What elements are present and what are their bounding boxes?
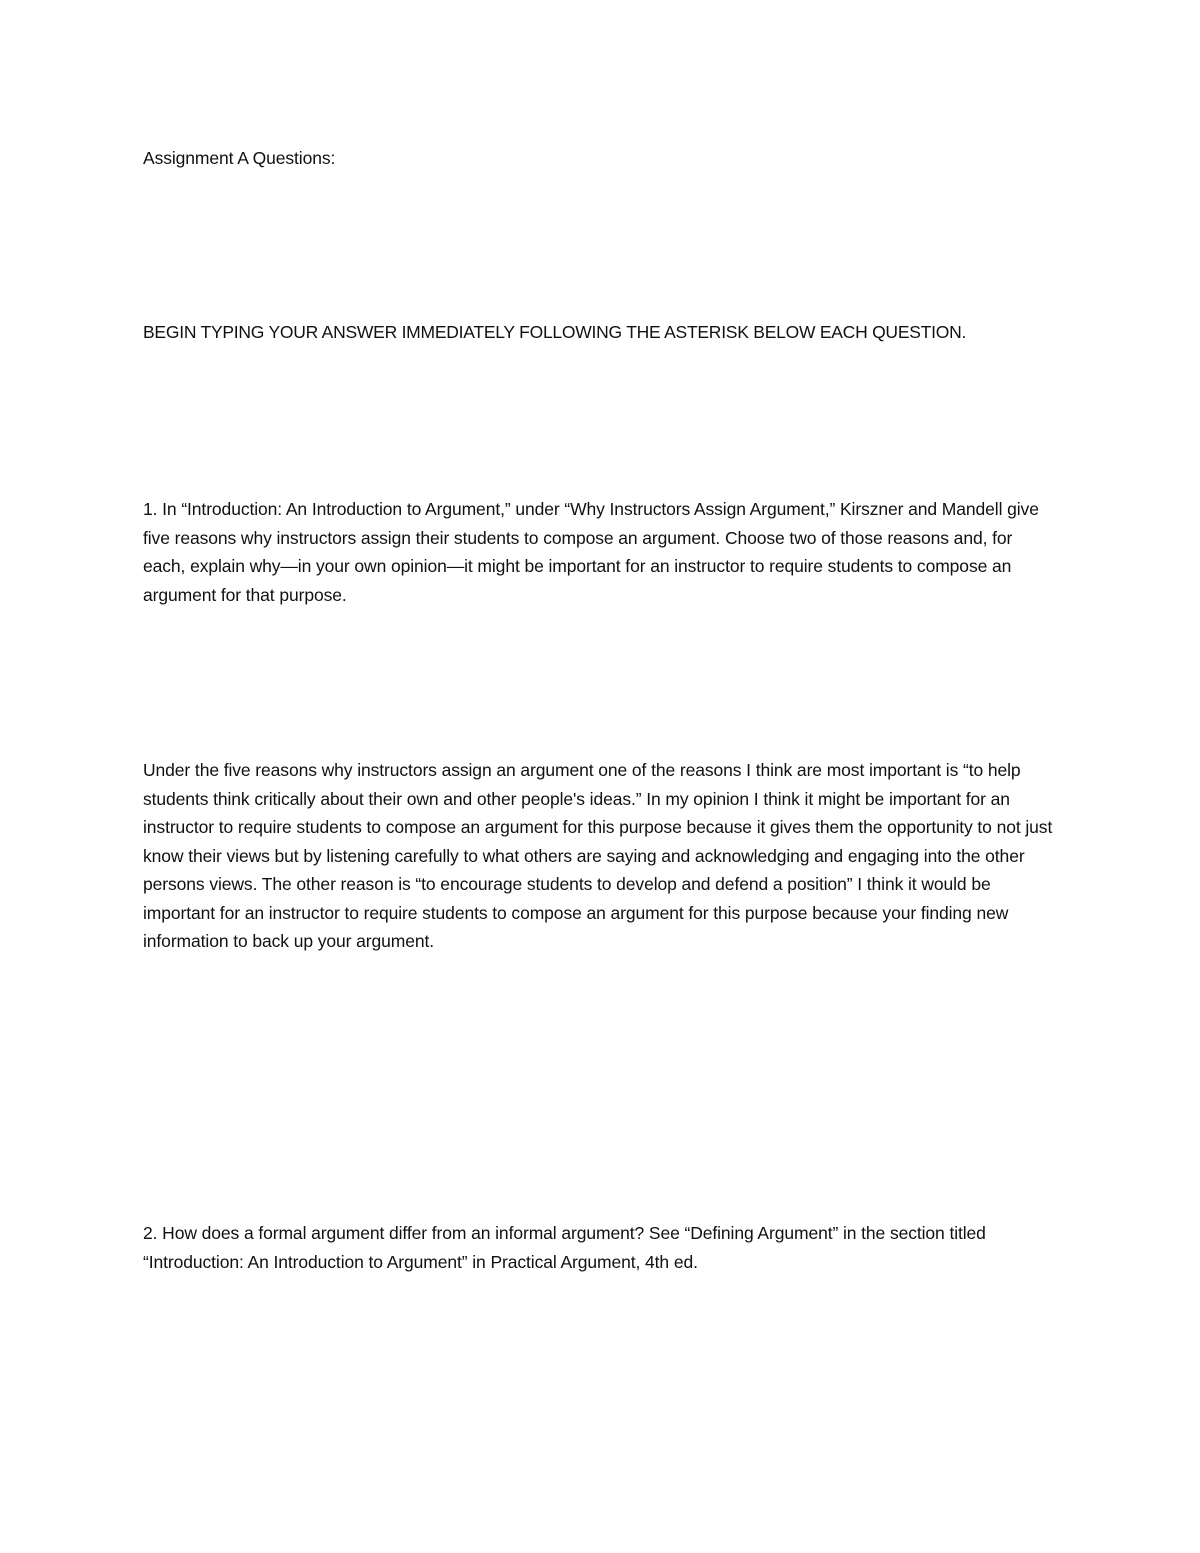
document-title: Assignment A Questions: — [143, 148, 336, 168]
question-1: 1. In “Introduction: An Introduction to Argument,” under “Why Instructors Assign Argument,” Kirszner and Mandell give five reasons why instructors assign their students to compose an argument. Choose two of those reasons and, for each, explain why—in your own opinion—it might be important for an instructor to require students to compose an argument for that purpose. — [143, 499, 1039, 605]
instruction-text: BEGIN TYPING YOUR ANSWER IMMEDIATELY FOLLOWING THE ASTERISK BELOW EACH QUESTION. — [143, 322, 967, 342]
question-2: 2. How does a formal argument differ from an informal argument? See “Defining Argument” in the section titled “Introduction: An Introduction to Argument” in Practical Argument, 4th ed. — [143, 1223, 986, 1272]
answer-1: Under the five reasons why instructors assign an argument one of the reasons I think are most important is “to help students think critically about their own and other people's ideas.” In my opinion I think it might be important for an instructor to require students to compose an argument for this purpose because it gives them the opportunity to not just know their views but by listening carefully to what others are saying and acknowledging and engaging into the other persons views. The other reason is “to encourage students to develop and defend a position” I think it would be important for an instructor to require students to compose an argument for this purpose because your finding new information to back up your argument. — [143, 760, 1053, 951]
